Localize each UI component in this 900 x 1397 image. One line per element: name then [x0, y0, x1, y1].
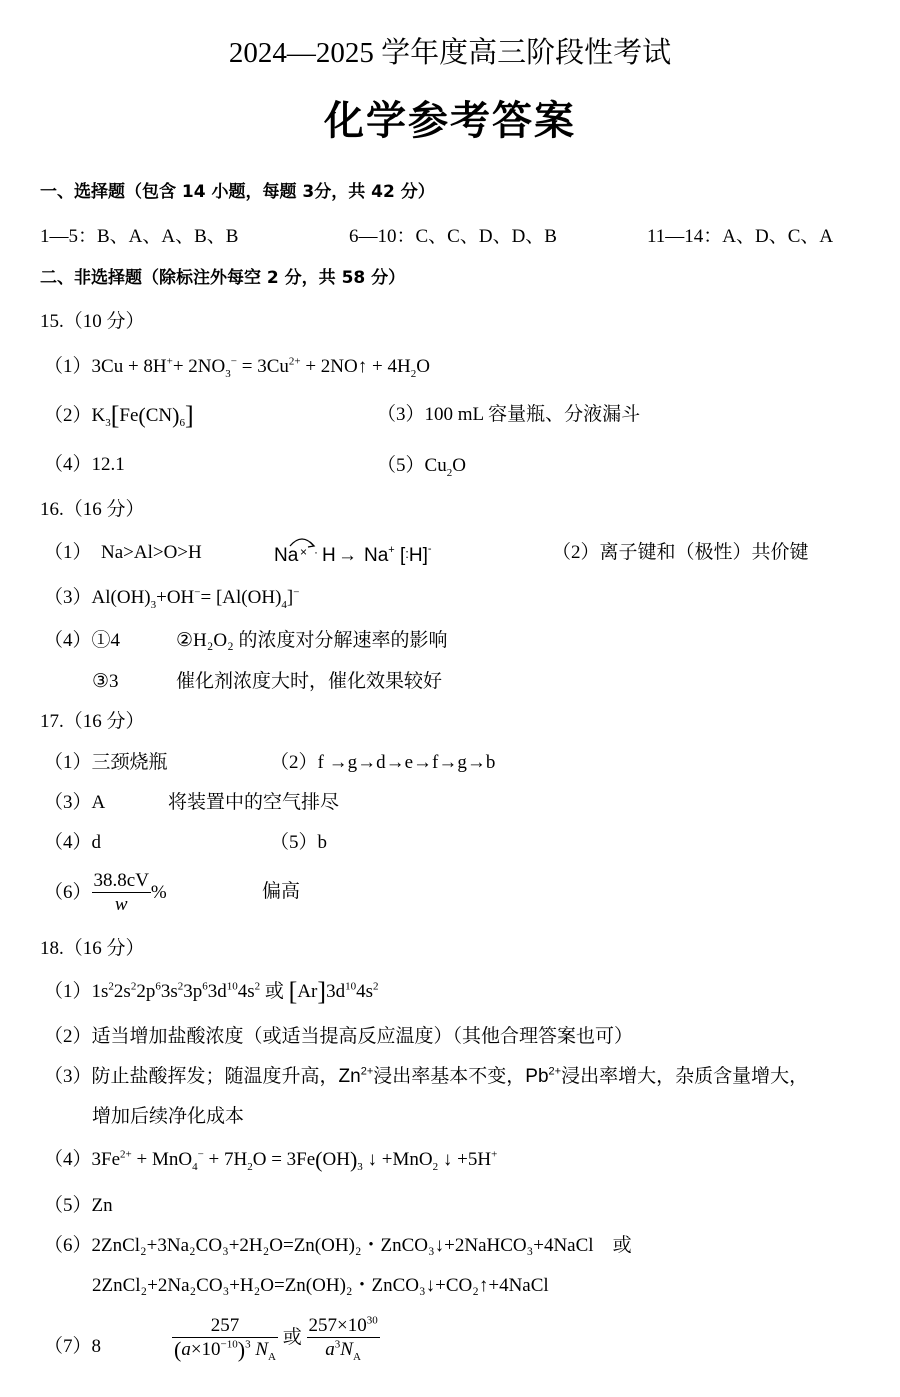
answer-key-title: 化学参考答案: [324, 98, 576, 144]
q18-part7-expression: [172, 1313, 380, 1363]
q15-part5-formula: $Cu_2O$: [424, 455, 466, 479]
q18-part6a: （6）2ZnCl₂+3Na₂CO₃+2H₂O=Zn(OH)₂・ZnCO₃↓+2NaHCO₃+4NaCl 或: [44, 1235, 632, 1256]
q18-part6b: 2ZnCl₂+2Na₂CO₃+H₂O=Zn(OH)₂・ZnCO₃↓+CO₂↑+4NaCl: [92, 1275, 549, 1296]
q15-part3: （3）100 mL 容量瓶、分液漏斗: [377, 404, 641, 425]
section-2-heading: 二、非选择题（除标注外每空 2 分，共 58 分）: [40, 268, 406, 288]
mc-answers-6-10: 6—10：C、C、D、D、B: [349, 226, 557, 247]
exam-title: 2024—2025 学年度高三阶段性考试: [228, 37, 672, 69]
q18-part3-cont: 增加后续净化成本: [92, 1106, 245, 1127]
fraction-denominator: w: [114, 894, 128, 916]
q16-part3: [44, 586, 299, 610]
fraction-numerator: $257\times 10^{30}$: [308, 1314, 378, 1337]
q18-part4-equation: $3Fe^{2+} + MnO_4^- + 7H_2O = 3Fe(OH)_3$ ↓ +MnO$_2$ ↓ +5H+: [91, 1147, 498, 1173]
na-atom-symbol: Na: [274, 545, 299, 566]
q15-part2-formula: $K_3[Fe(CN)_6]$: [91, 401, 194, 430]
h-atom-symbol: H: [322, 545, 336, 566]
zn-ion: $Zn^{2+}$: [338, 1065, 374, 1087]
electron-config-full: $1s^22s^22p^63s^23p^63d^{10}4s^2$: [91, 980, 261, 1002]
q18-part3-end: 浸出率增大，杂质含量增大，: [561, 1066, 809, 1087]
q18-part3: [44, 1065, 808, 1089]
q15-part4: （4）12.1: [44, 454, 125, 475]
reaction-arrow: →: [338, 545, 357, 566]
q16-part1: （1） Na>Al>O>H: [44, 542, 202, 563]
q17-part3b: 将装置中的空气排尽: [168, 792, 340, 813]
q16-part4a: （4）①4: [44, 630, 121, 651]
q18-part7-fraction-1: [172, 1315, 278, 1362]
q17-title: 17.（16 分）: [40, 711, 145, 732]
na-ion-symbol: Na+: [364, 544, 395, 566]
percent-sign: %: [150, 882, 167, 903]
q16-part3-equation: $Al(OH)_3+OH^-= [Al(OH)_4]^-$: [91, 586, 300, 611]
electron-cross: ×: [300, 545, 308, 559]
q17-part6-fraction: [92, 870, 151, 917]
q17-part6: [44, 867, 167, 919]
q15-part1-equation: $3Cu + 8H^++ 2NO_3^- = 3Cu^{2+}$ + 2NO↑ + $4H_2O$: [91, 355, 430, 380]
q16-part4d: 催化剂浓度大时，催化效果较好: [176, 671, 443, 692]
or-word: 或: [264, 981, 284, 1002]
fraction-numerator: 38.8cV: [93, 870, 149, 892]
q16-part2: （2）离子键和（极性）共价键: [552, 542, 809, 563]
q16-part3-label: （3）: [44, 587, 92, 608]
fraction-numerator: 257: [172, 1315, 278, 1338]
q15-part2: [44, 401, 194, 430]
q17-part6-label: （6）: [44, 882, 92, 903]
mc-answers-1-5: 1—5：B、A、A、B、B: [40, 226, 239, 247]
fraction-denominator: $(a\times 10^{-10})^3$ $N_A$: [174, 1337, 276, 1363]
q16-part4c: ③3: [92, 671, 119, 692]
q16-title: 16.（16 分）: [40, 499, 145, 520]
q18-part7-label: （7）8: [44, 1336, 102, 1357]
mc-answers-11-14: 11—14：A、D、C、A: [647, 226, 834, 247]
q15-title: 15.（10 分）: [40, 311, 145, 332]
q18-part1-label: （1）: [44, 981, 92, 1002]
q18-part7-fraction-2: [307, 1315, 380, 1362]
q18-title: 18.（16 分）: [40, 938, 145, 959]
q18-part1: [44, 977, 379, 1006]
q17-part3a: （3）A: [44, 792, 106, 813]
electron-dot-diagram: [272, 530, 462, 570]
q15-part5-label: （5）: [377, 455, 425, 476]
section-1-heading: 一、选择题（包含 14 小题，每题 3分，共 42 分）: [40, 182, 435, 202]
q18-part4-label: （4）: [44, 1149, 92, 1170]
q18-part3-mid: 浸出率基本不变，: [373, 1066, 526, 1087]
or-word: 或: [282, 1327, 302, 1348]
q18-part4: [44, 1148, 497, 1172]
q15-part2-label: （2）: [44, 405, 92, 426]
fraction-denominator: $a^3N_A$: [325, 1338, 361, 1363]
q17-part1: （1）三颈烧瓶: [44, 752, 168, 773]
electron-dot: ·: [314, 545, 318, 559]
q18-part2: （2）适当增加盐酸浓度（或适当提高反应温度）（其他合理答案也可）: [44, 1026, 634, 1047]
q17-part4: （4）d: [44, 832, 102, 853]
q17-part5: （5）b: [270, 832, 328, 853]
q18-part3-label: （3）防止盐酸挥发；随温度升高，: [44, 1066, 339, 1087]
q17-part6-note: 偏高: [262, 881, 301, 902]
q15-part1: [44, 355, 430, 379]
q17-part2: （2）f →g→d→e→f→g→b: [270, 752, 496, 773]
electron-config-short: $[Ar]3d^{10}4s^2$: [288, 977, 379, 1006]
q18-part5: （5）Zn: [44, 1195, 113, 1216]
q16-part4b: ②H₂O₂ 的浓度对分解速率的影响: [176, 630, 448, 651]
q15-part5: [377, 454, 466, 478]
pb-ion: $Pb^{2+}$: [525, 1065, 562, 1087]
hydride-ion-symbol: [:H]-: [400, 543, 432, 566]
q15-part1-label: （1）: [44, 356, 92, 377]
